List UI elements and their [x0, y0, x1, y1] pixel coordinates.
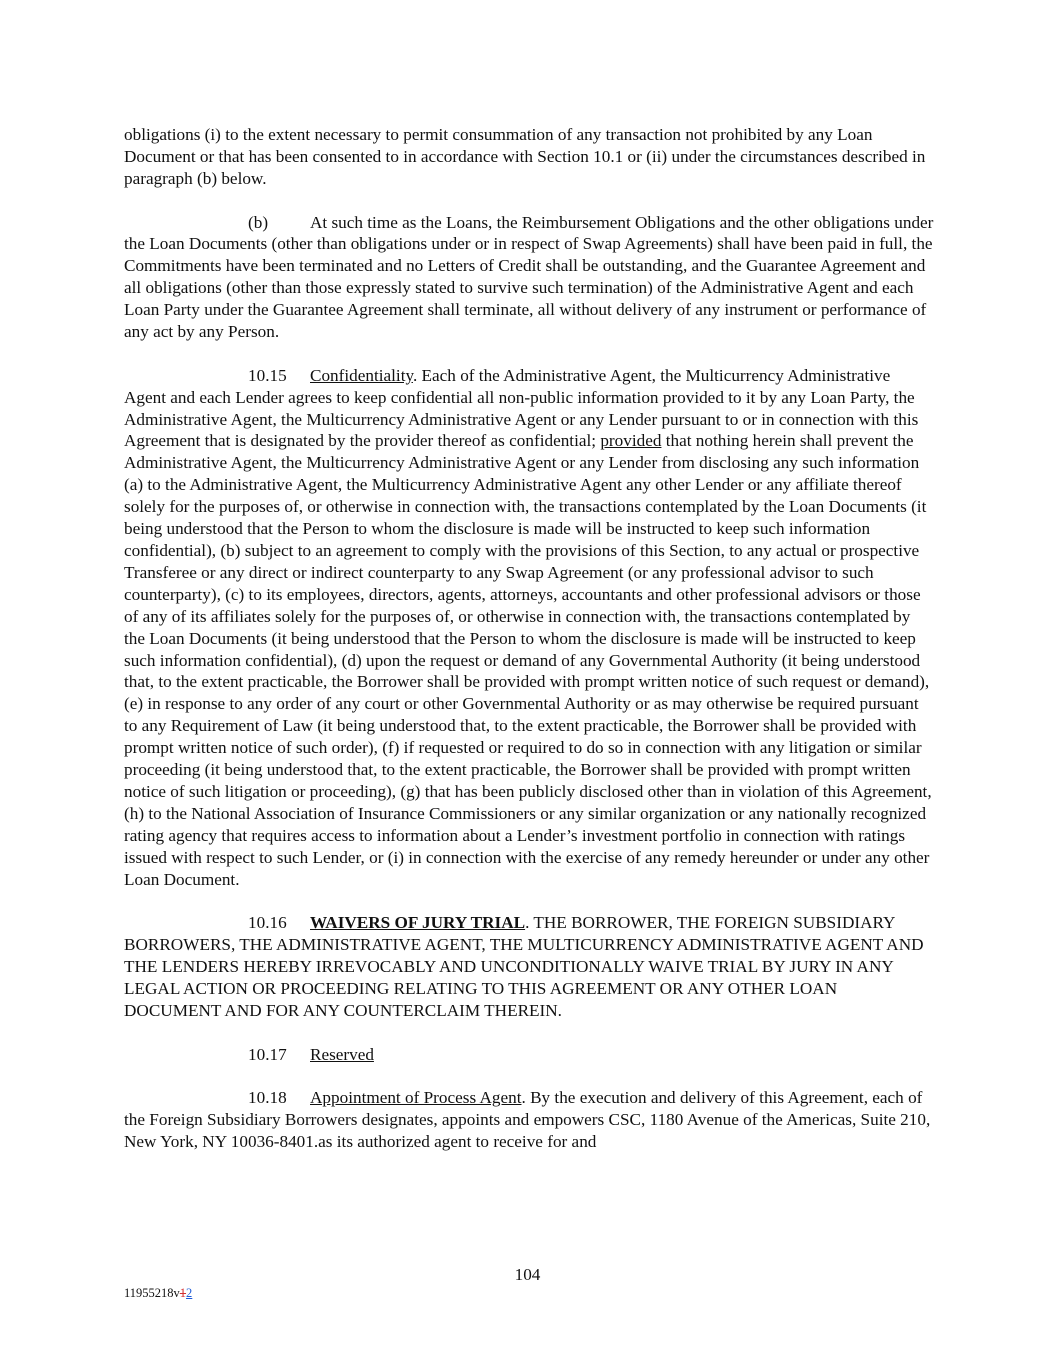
provided-term: provided: [600, 431, 662, 451]
document-id-deleted: 1: [179, 1286, 187, 1300]
section-10-15: [124, 365, 934, 891]
section-text: . THE BORROWER, THE FOREIGN SUBSIDIARY BORROWERS, THE ADMINISTRATIVE AGENT, THE MULTICURRENCY ADMINISTRATIVE AGENT AND THE LENDERS HEREBY IRREVOCABLY AND UNCONDITIONALLY WAIVE TRIAL BY JURY IN ANY LEGAL ACTION OR PROCEEDING RELATING TO THIS AGREEMENT OR ANY OTHER LOAN DOCUMENT AND FOR ANY COUNTERCLAIM THEREIN.: [124, 913, 924, 1020]
document-id-prefix: 11955218v: [124, 1286, 180, 1300]
section-10-17: [124, 1044, 934, 1066]
section-text: . By the execution and delivery of this Agreement, each of the Foreign Subsidiary Borrowers designates, appoints and empowers CSC, 1180 Avenue of the Americas, Suite 210, New York, NY 10036-8401.as its authorized agent to receive for and: [124, 1088, 931, 1152]
paragraph-text: At such time as the Loans, the Reimbursement Obligations and the other obligations under the Loan Documents (other than obligations under or in respect of Swap Agreements) shall have been paid in full, the Commitments have been terminated and no Letters of Credit shall be outstanding, and the Guarantee Agreement and all obligations (other than those expressly stated to survive such termination) of the Administrative Agent and each Loan Party under the Guarantee Agreement shall terminate, all without delivery of any instrument or performance of any act by any Person.: [124, 212, 934, 342]
section-text-continued: that nothing herein shall prevent the Administrative Agent, the Multicurrency Administrative Agent or any Lender from disclosing any such information (a) to the Administrative Agent, the Multicurrency Administrative Agent any other Lender or any affiliate thereof solely for the purposes of, or otherwise in connection with, the transactions contemplated by the Loan Documents (it being understood that the Person to whom the disclosure is made will be instructed to keep such information confidential), (b) subject to an agreement to comply with the provisions of this Section, to any actual or prospective Transferee or any direct or indirect counterparty to any Swap Agreement (or any professional advisor to such counterparty), (c) to its employees, directors, agents, attorneys, accountants and other professional advisors or those of any of its affiliates solely for the purposes of, or otherwise in connection with, the transactions contemplated by the Loan Documents (it being understood that the Person to whom the disclosure is made will be instructed to keep such information confidential), (d) upon the request or demand of any Governmental Authority (it being understood that, to the extent practicable, the Borrower shall be provided with prompt written notice of such request or demand), (e) in response to any order of any court or other Governmental Authority or as may otherwise be required pursuant to any Requirement of Law (it being understood that, to the extent practicable, the Borrower shall be provided with prompt written notice of such order), (f) if requested or required to do so in connection with any litigation or similar proceeding (it being understood that, to the extent practicable, the Borrower shall be provided with prompt written notice of such litigation or proceeding), (g) that has been publicly disclosed other than in violation of this Agreement, (h) to the National Association of Insurance Commissioners or any similar organization or any nationally recognized rating agency that requires access to information about a Lender’s investment portfolio in connection with ratings issued with respect to such Lender, or (i) in connection with the exercise of any remedy hereunder or under any other Loan Document.: [124, 431, 932, 889]
paragraph-b: [124, 212, 934, 343]
section-heading: Reserved: [310, 1044, 374, 1064]
section-10-16: [124, 912, 934, 1022]
paragraph-number: (b): [248, 212, 269, 232]
section-text: . Each of the Administrative Agent, the Multicurrency Administrative Agent and each Lender agrees to keep confidential all non-public information provided to it by any Loan Party, the Administrative Agent, the Multicurrency Administrative Agent or any Lender pursuant to or in connection with this Agreement that is designated by the provider thereof as confidential;: [124, 365, 919, 451]
section-number: 10.16: [248, 913, 287, 933]
section-10-18: [124, 1087, 934, 1153]
page-number: 104: [514, 1265, 541, 1284]
paragraph-continuation: obligations (i) to the extent necessary to permit consummation of any transaction not prohibited by any Loan Document or that has been consented to in accordance with Section 10.1 or (ii) under the circumstances described in paragraph (b) below.: [124, 125, 926, 188]
section-heading: WAIVERS OF JURY TRIAL: [310, 913, 526, 933]
section-number: 10.17: [248, 1044, 287, 1064]
section-number: 10.15: [248, 365, 287, 385]
section-heading: Appointment of Process Agent: [310, 1088, 522, 1108]
document-id: [124, 1286, 192, 1301]
document-body: [124, 124, 934, 1153]
section-heading: Confidentiality: [310, 365, 413, 385]
document-id-inserted: 2: [186, 1286, 193, 1300]
section-number: 10.18: [248, 1088, 287, 1108]
